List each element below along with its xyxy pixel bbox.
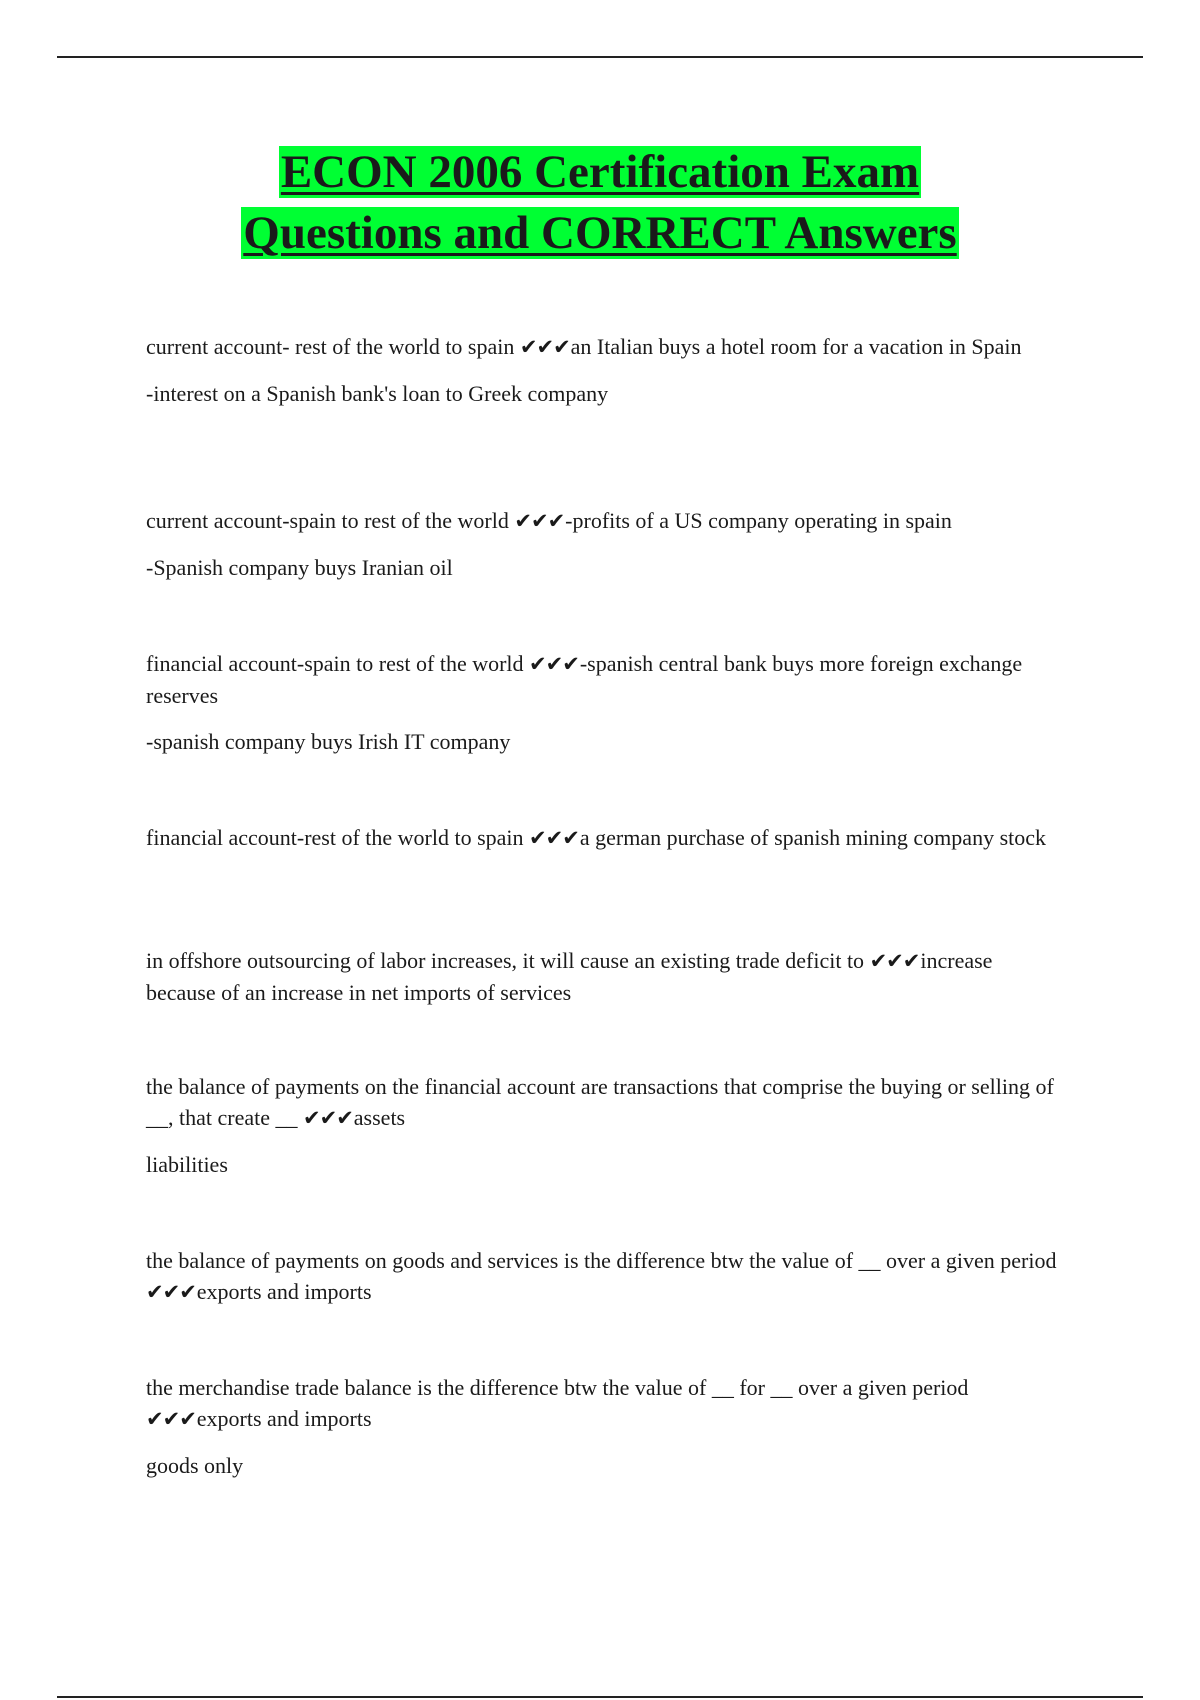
title-line-2: Questions and CORRECT Answers (243, 207, 957, 259)
answer-extra-line: -interest on a Spanish bank's loan to Greek company (146, 381, 609, 406)
question-text: the balance of payments on the financial account are transactions that comprise the buying or selling of __, that create __ (146, 1074, 1054, 1130)
top-rule (57, 56, 1143, 58)
answer-extra-line: goods only (146, 1453, 244, 1478)
answer-text: a german purchase of spanish mining company stock (579, 825, 1047, 850)
qa-question-line (146, 1372, 1066, 1435)
answer-text: assets (353, 1105, 406, 1130)
qa-question-line (146, 822, 1066, 854)
question-text: financial account-spain to rest of the world (146, 651, 530, 676)
answer-text: increase because of an increase in net imports of services (146, 948, 993, 1005)
qa-item-7 (146, 1245, 1066, 1308)
qa-question-line (146, 1245, 1066, 1308)
qa-question-line (146, 1071, 1066, 1134)
triple-check-icon: ✔✔✔ (529, 826, 579, 850)
triple-check-icon: ✔✔✔ (146, 1407, 196, 1431)
qa-item-1 (146, 331, 1066, 409)
qa-question-line (146, 945, 1066, 1008)
qa-item-3 (146, 648, 1066, 757)
answer-extra-line: -Spanish company buys Iranian oil (146, 555, 453, 580)
question-text: the merchandise trade balance is the difference btw the value of __ for __ over a given period (146, 1375, 969, 1400)
triple-check-icon: ✔✔✔ (146, 1280, 196, 1304)
qa-item-5 (146, 945, 1066, 1008)
question-text: financial account-rest of the world to spain (146, 825, 530, 850)
question-text: current account-spain to rest of the world (146, 508, 515, 533)
qa-question-line (146, 505, 1066, 537)
qa-item-4 (146, 822, 1066, 854)
bottom-rule (57, 1696, 1143, 1698)
answer-extra-line: liabilities (146, 1152, 228, 1177)
answer-text: -profits of a US company operating in spain (565, 508, 952, 533)
triple-check-icon: ✔✔✔ (303, 1106, 353, 1130)
qa-item-6 (146, 1071, 1066, 1180)
answer-extra-line: -spanish company buys Irish IT company (146, 729, 511, 754)
qa-question-line (146, 648, 1066, 711)
document-title (0, 142, 1200, 264)
answer-text: exports and imports (196, 1279, 372, 1304)
question-text: the balance of payments on goods and services is the difference btw the value of __ over a given period (146, 1248, 1057, 1273)
title-line-1: ECON 2006 Certification Exam (280, 146, 920, 198)
question-text: in offshore outsourcing of labor increases, it will cause an existing trade deficit to (146, 948, 870, 973)
triple-check-icon: ✔✔✔ (514, 509, 565, 533)
triple-check-icon: ✔✔✔ (869, 949, 920, 973)
answer-text: an Italian buys a hotel room for a vacation in Spain (570, 334, 1022, 359)
qa-item-2 (146, 505, 1066, 583)
question-text: current account- rest of the world to spain (146, 334, 520, 359)
answer-text: -spanish central bank buys more foreign exchange reserves (146, 651, 1023, 708)
triple-check-icon: ✔✔✔ (519, 335, 570, 359)
qa-question-line (146, 331, 1066, 363)
qa-item-8 (146, 1372, 1066, 1481)
triple-check-icon: ✔✔✔ (529, 652, 579, 676)
answer-text: exports and imports (196, 1406, 372, 1431)
